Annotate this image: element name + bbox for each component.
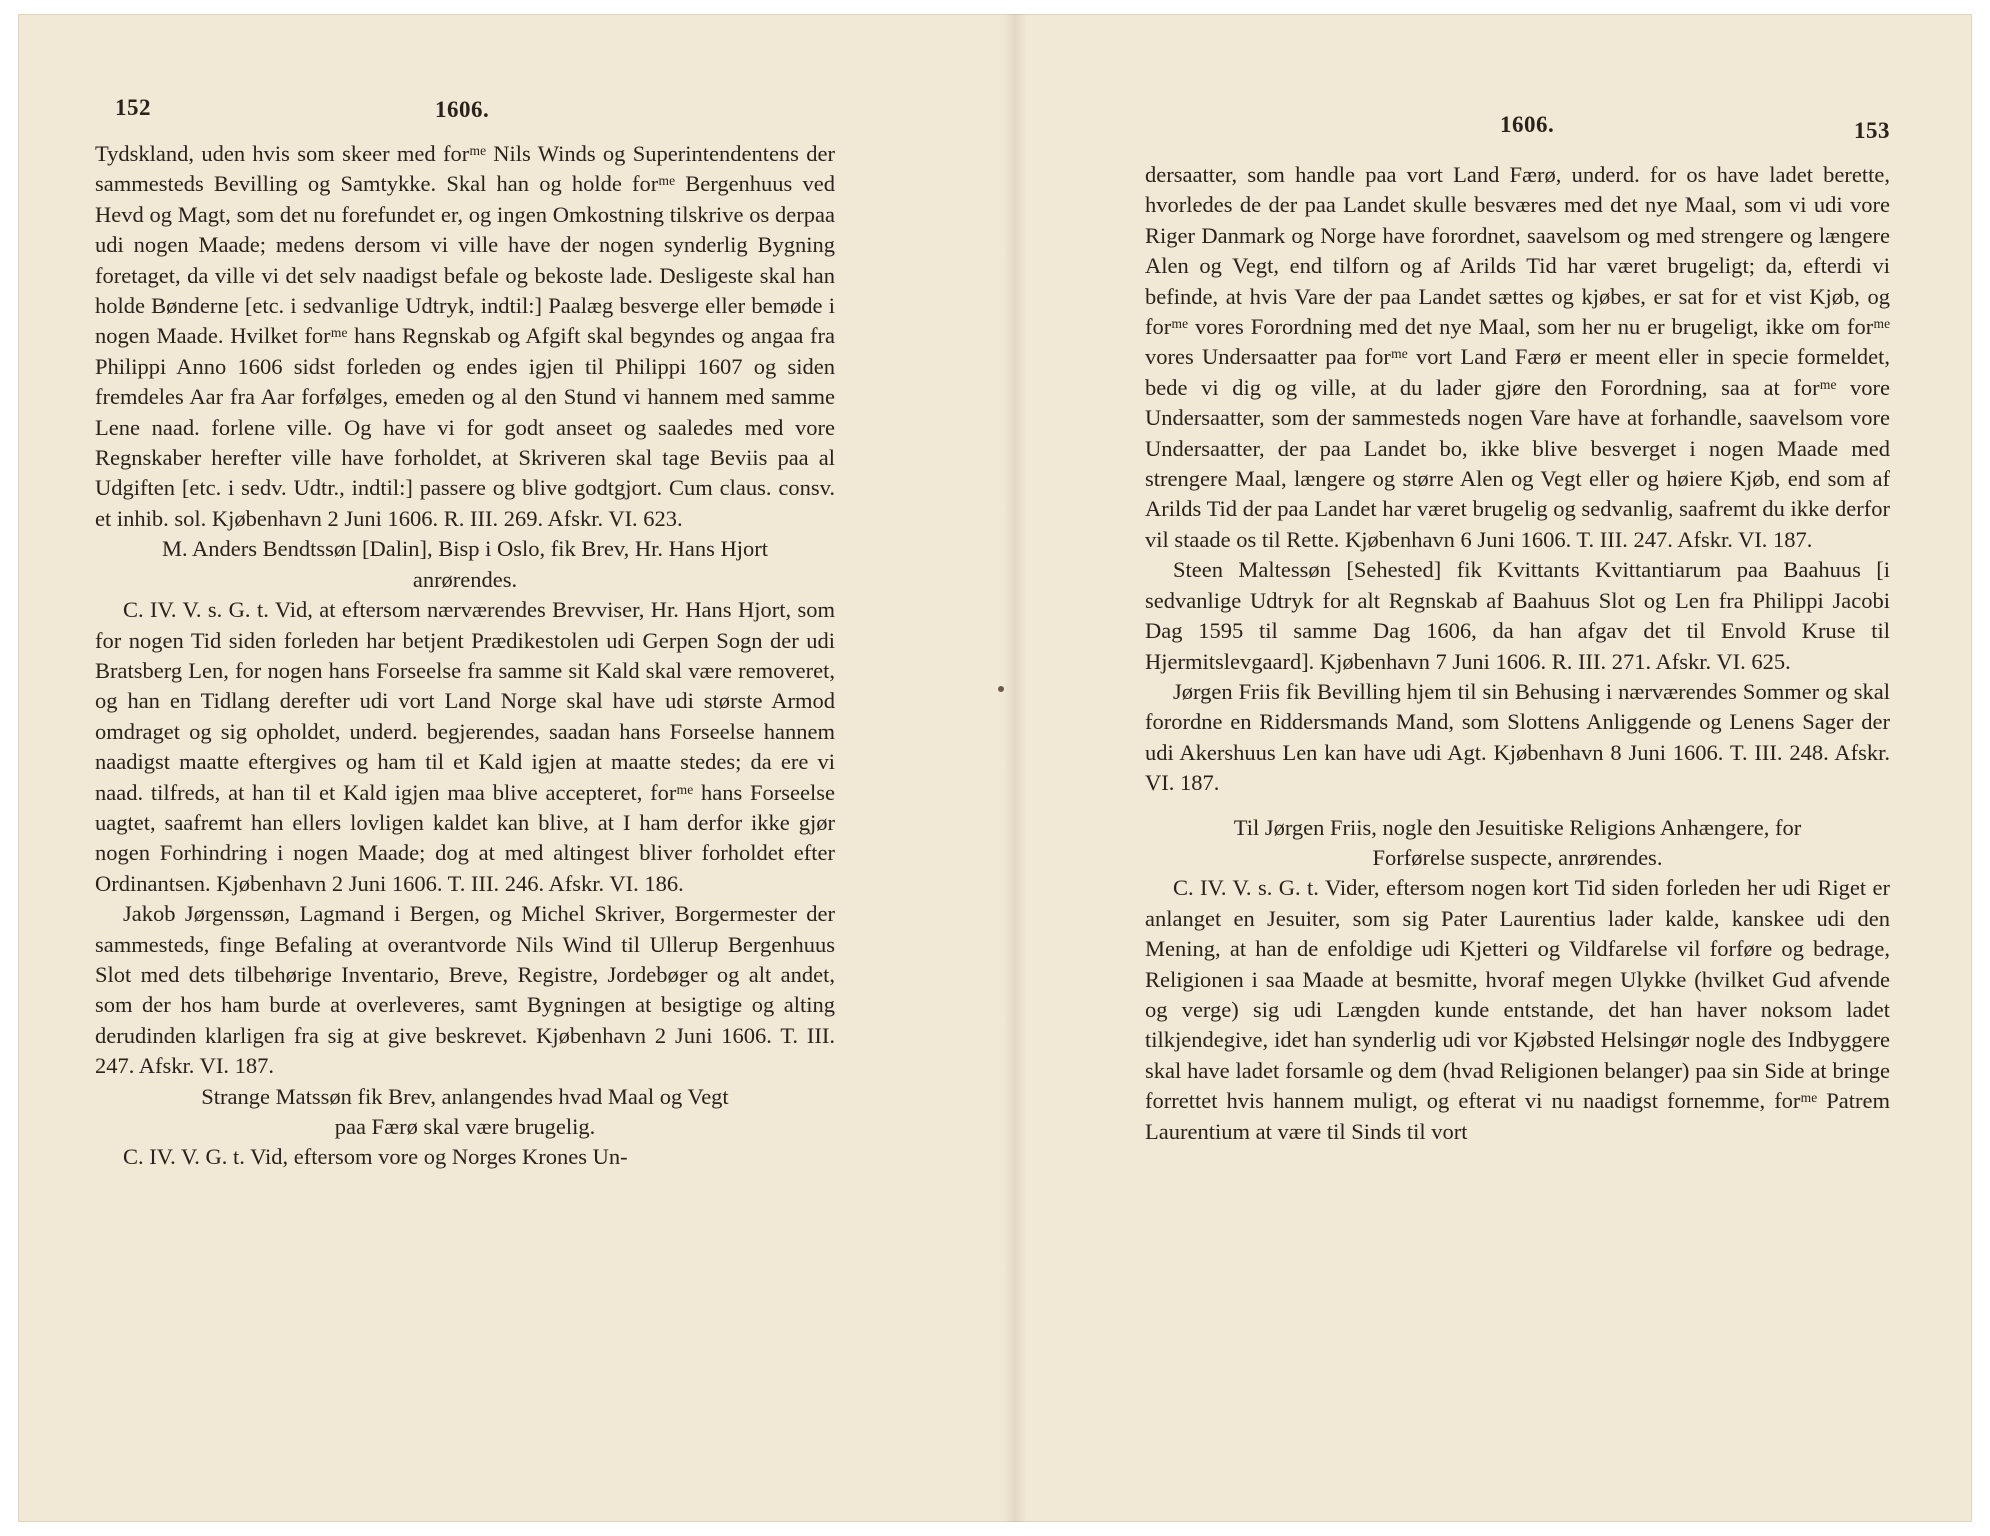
entry-heading: Strange Matssøn fik Brev, anlangendes hvad Maal og Vegt paa Færø skal være brugelig. — [201, 1083, 729, 1139]
right-page-number: 153 — [1854, 118, 1890, 143]
left-page — [95, 85, 835, 1173]
paragraph: dersaatter, som handle paa vort Land Færø, underd. for os have ladet berette, hvorledes de der paa Landet skulle besværes med det nye Maal, som vi udi vore Riger Danmark og Norge have forordnet, saavelsom og med strengere og længere Alen og Vegt, end tilforn og af Arilds Tid har været brugeligt; da, efterdi vi befinde, at hvis Vare der paa Landet sættes og kjøbes, er sat for et vist Kjøb, og forᵐᵉ vores Forordning med det nye Maal, som her nu er brugeligt, ikke om forᵐᵉ vores Undersaatter paa forᵐᵉ vort Land Færø er meent eller in specie formeldet, bede vi dig og ville, at du lader gjøre den Forordning, saa at forᵐᵉ vore Undersaatter, som der sammesteds nogen Vare have at forhandle, saavelsom vore Undersaatter, der paa Landet bo, ikke blive besverget i nogen Maade med strengere Maal, længere og større Alen og Vegt eller og høiere Kjøb, end som af Arilds Tid der paa Landet har været brugelig og sedvanlig, saafremt du ikke derfor vil staade os til Rette. Kjøbenhavn 6 Juni 1606. T. III. 247. Afskr. VI. 187. — [1145, 162, 1890, 552]
left-page-number: 152 — [115, 95, 151, 120]
left-running-year: 1606. — [435, 97, 490, 122]
paragraph: C. IV. V. s. G. t. Vid, at eftersom nærværendes Brevviser, Hr. Hans Hjort, som for nogen Tid siden forleden har betjent Prædikestolen udi Gerpen Sogn der udi Bratsberg Len, for nogen hans Forseelse fra samme sit Kald skal være removeret, og han en Tidlang derefter udi vort Land Norge skal have udi største Armod omdraget og sig opholdet, underd. begjerendes, saadan hans Forseelse hannem naadigst maatte eftergives og ham til et Kald igjen at maatte stedes; da ere vi naad. tilfreds, at han til et Kald igjen maa blive accepteret, forᵐᵉ hans Forseelse uagtet, saafremt han ellers lovligen kaldet kan blive, at I ham derfor ikke gjør nogen Forhindring i nogen Maade; dog at med altingest bliver forholdet efter Ordinantsen. Kjøbenhavn 2 Juni 1606. T. III. 246. Afskr. VI. 186. — [95, 597, 835, 896]
paragraph: C. IV. V. s. G. t. Vider, eftersom nogen kort Tid siden forleden her udi Riget er anlanget en Jesuiter, som sig Pater Laurentius lader kalde, kanskee udi den Mening, at han de enfoldige udi Kjetteri og Vildfarelse vil forføre og bedrage, Religionen i saa Maade at besmitte, hvoraf megen Ulykke (hvilket Gud afvende og verge) sig udi Længden kunde entstande, det han haver noksom ladet tilkjendegive, idet han synderlig udi vor Kjøbsted Helsingør nogle des Indbyggere skal have ladet forsamle og dem (hvad Religionen belanger) paa sin Side at bringe forrettet hvis hannem muligt, og efterat vi nu naadigst fornemme, forᵐᵉ Patrem Laurentium at være til Sinds til vort — [1145, 875, 1890, 1144]
right-running-year: 1606. — [1500, 112, 1555, 137]
paragraph: Jørgen Friis fik Bevilling hjem til sin Behusing i nærværendes Sommer og skal forordne en Riddersmands Mand, som Slottens Anliggende og Lenens Sager der udi Akershuus Len kan have udi Agt. Kjøbenhavn 8 Juni 1606. T. III. 248. Afskr. VI. 187. — [1145, 678, 1890, 796]
paper-speck — [998, 686, 1004, 692]
paragraph: Steen Maltessøn [Sehested] fik Kvittants Kvittantiarum paa Baahuus [i sedvanlige Udtryk for alt Regnskab af Baahuus Slot og Len fra Philippi Jacobi Dag 1595 til samme Dag 1606, da han afgav det til Envold Kruse til Hjermitslevgaard]. Kjøbenhavn 7 Juni 1606. R. III. 271. Afskr. VI. 625. — [1145, 557, 1890, 674]
entry-heading: Til Jørgen Friis, nogle den Jesuitiske Religions Anhængere, for Forførelse suspecte, anrørendes. — [1233, 814, 1802, 870]
paragraph: Jakob Jørgenssøn, Lagmand i Bergen, og Michel Skriver, Borgermester der sammesteds, finge Befaling at overantvorde Nils Wind til Ullerup Bergenhuus Slot med dets tilbehørige Inventario, Breve, Registre, Jordebøger og alt andet, som der hos ham burde at overleveres, samt Bygningen at besigtige og alting derudinden klarligen fra sig at give beskrevet. Kjøbenhavn 2 Juni 1606. T. III. 247. Afskr. VI. 187. — [95, 901, 835, 1079]
right-page — [1145, 98, 1890, 1147]
left-running-head — [95, 85, 835, 139]
right-running-head — [1145, 98, 1890, 152]
paragraph: C. IV. V. G. t. Vid, eftersom vore og Norges Krones Un- — [123, 1144, 628, 1170]
entry-heading: M. Anders Bendtssøn [Dalin], Bisp i Oslo, fik Brev, Hr. Hans Hjort anrørendes. — [161, 536, 768, 592]
paragraph: Tydskland, uden hvis som skeer med forᵐᵉ Nils Winds og Superintendentens der sammesteds Bevilling og Samtykke. Skal han og holde forᵐᵉ Bergenhuus ved Hevd og Magt, som det nu forefundet er, og ingen Omkostning tilskrive os derpaa udi nogen Maade; medens dersom vi ville have der nogen synderlig Bygning foretaget, da ville vi det selv naadigst befale og bekoste lade. Desligeste skal han holde Bønderne [etc. i sedvanlige Udtryk, indtil:] Paalæg besverge eller bemøde i nogen Maade. Hvilket forᵐᵉ hans Regnskab og Afgift skal begyndes og angaa fra Philippi Anno 1606 sidst forleden og endes igjen til Philippi 1607 og siden fremdeles Aar fra Aar forfølges, emeden og al den Stund vi hannem med samme Lene naad. forlene ville. Og have vi for godt anseet og saaledes med vore Regnskaber herefter ville have forholdet, at Skriveren skal tage Beviis paa al Udgiften [etc. i sedv. Udtr., indtil:] passere og blive godtgjort. Cum claus. consv. et inhib. sol. Kjøbenhavn 2 Juni 1606. R. III. 269. Afskr. VI. 623. — [95, 141, 835, 531]
book-gutter — [1003, 14, 1027, 1522]
right-page-body — [1145, 160, 1890, 1147]
left-page-body — [95, 139, 835, 1173]
